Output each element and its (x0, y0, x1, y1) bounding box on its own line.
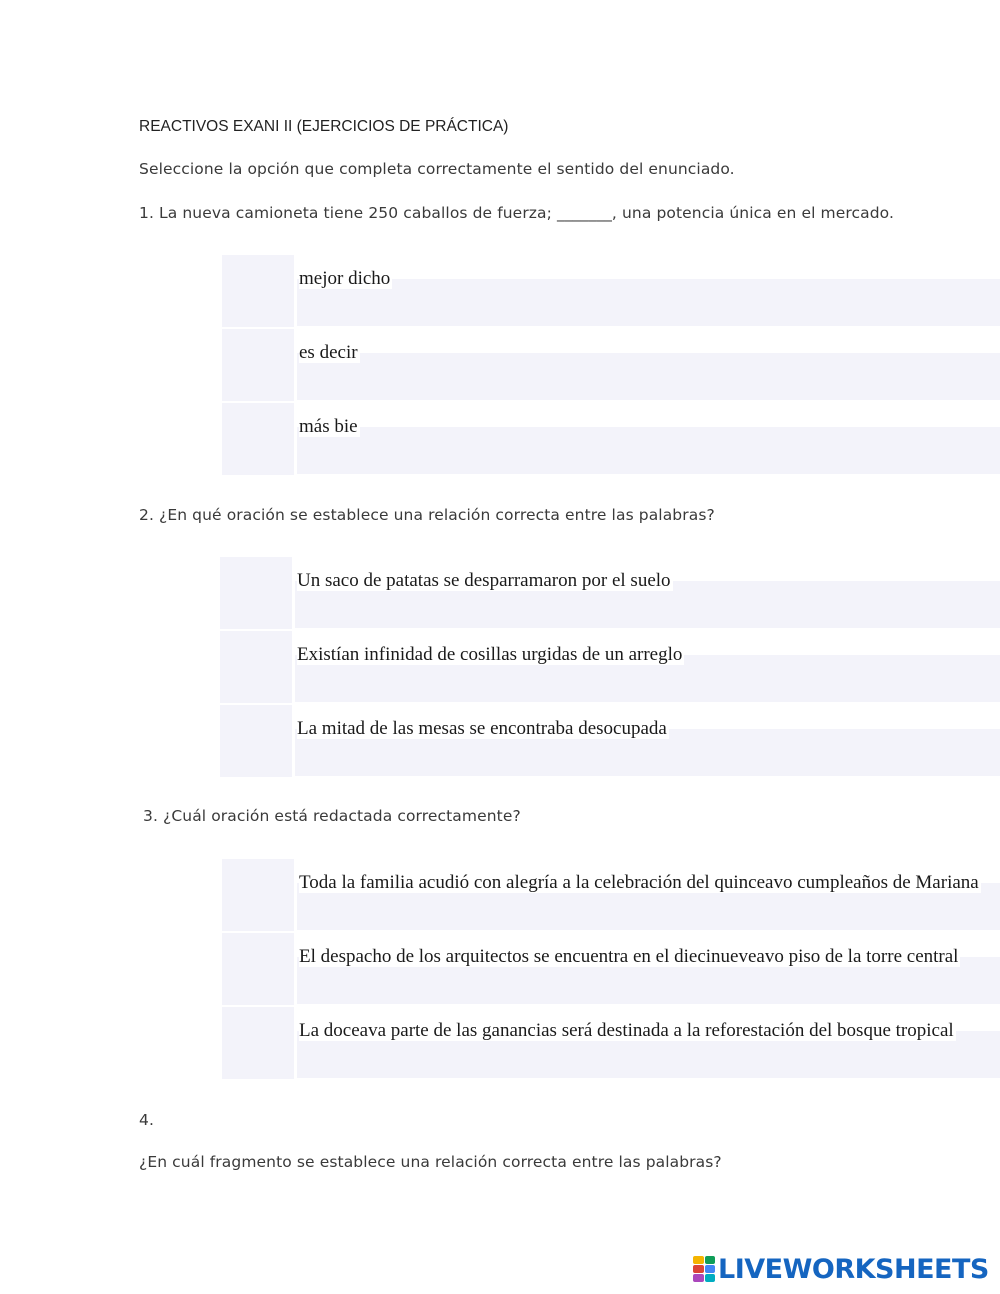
option-row (222, 933, 1000, 1005)
option-row (220, 705, 1000, 777)
option-text: Toda la familia acudió con alegría a la celebración del quinceavo cumpleaños de Mariana (297, 883, 1000, 930)
option-text: El despacho de los arquitectos se encuentra en el diecinueveavo piso de la torre central (297, 957, 1000, 1004)
option-row (220, 631, 1000, 703)
option-text: más bie (297, 427, 1000, 474)
option-text: La mitad de las mesas se encontraba desocupada (295, 729, 1000, 776)
answer-box[interactable] (222, 255, 294, 327)
question-4-number: 4. (139, 1111, 154, 1129)
option-row (222, 329, 1000, 401)
answer-box[interactable] (222, 859, 294, 931)
instruction-text: Seleccione la opción que completa correctamente el sentido del enunciado. (139, 160, 735, 178)
liveworksheets-logo (693, 1252, 989, 1286)
page-title: REACTIVOS EXANI II (EJERCICIOS DE PRÁCTICA) (139, 118, 509, 135)
option-row (222, 859, 1000, 931)
liveworksheets-logo-icon (693, 1256, 715, 1282)
option-row (220, 557, 1000, 629)
option-text: mejor dicho (297, 279, 1000, 326)
option-row (222, 1007, 1000, 1079)
logo-text: LIVEWORKSHEETS (718, 1253, 989, 1285)
option-text: Existían infinidad de cosillas urgidas de un arreglo (295, 655, 1000, 702)
option-row (222, 255, 1000, 327)
question-3-text: 3. ¿Cuál oración está redactada correctamente? (143, 807, 521, 825)
answer-box[interactable] (222, 1007, 294, 1079)
option-text: Un saco de patatas se desparramaron por el suelo (295, 581, 1000, 628)
answer-box[interactable] (222, 933, 294, 1005)
option-text: es decir (297, 353, 1000, 400)
question-3-options (222, 859, 1000, 1080)
question-1-options (222, 255, 1000, 476)
answer-box[interactable] (222, 329, 294, 401)
option-text: La doceava parte de las ganancias será destinada a la reforestación del bosque tropical (297, 1031, 1000, 1078)
answer-box[interactable] (220, 631, 292, 703)
question-4-text: ¿En cuál fragmento se establece una relación correcta entre las palabras? (139, 1153, 722, 1171)
question-1-text: 1. La nueva camioneta tiene 250 caballos de fuerza; _______, una potencia única en el mercado. (139, 204, 894, 222)
question-2-options (220, 557, 1000, 778)
option-row (222, 403, 1000, 475)
answer-box[interactable] (222, 403, 294, 475)
answer-box[interactable] (220, 705, 292, 777)
answer-box[interactable] (220, 557, 292, 629)
question-2-text: 2. ¿En qué oración se establece una relación correcta entre las palabras? (139, 506, 715, 524)
